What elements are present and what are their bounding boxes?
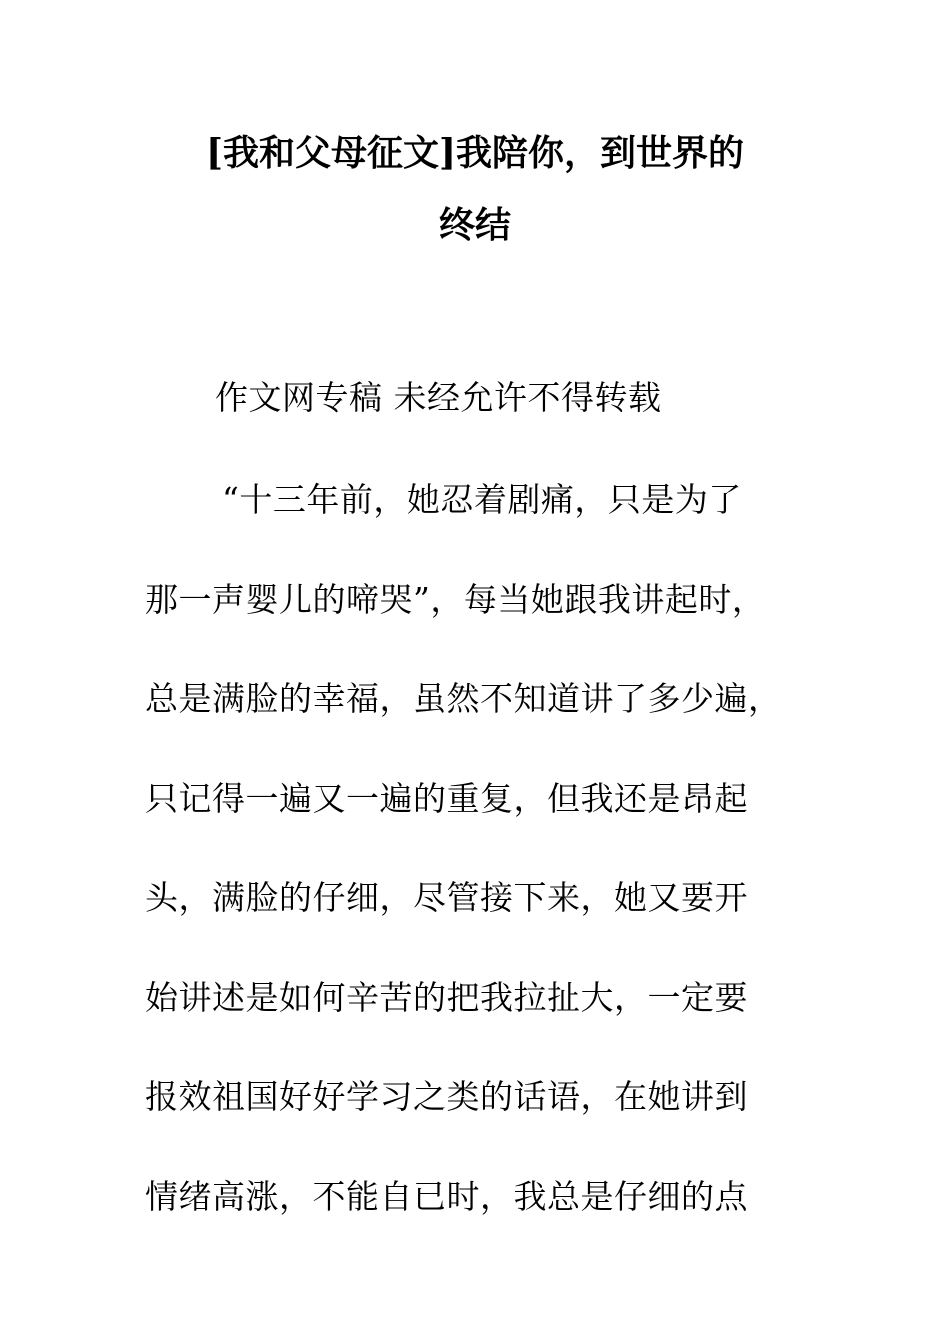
body-line: 只记得一遍又一遍的重复，但我还是昂起 (145, 779, 748, 818)
body-line: 始讲述是如何辛苦的把我拉扯大，一定要 (145, 978, 748, 1017)
body-line: 情绪高涨，不能自已时，我总是仔细的点 (145, 1177, 748, 1216)
body-line: 那一声婴儿的啼哭”，每当她跟我讲起时， (145, 580, 766, 619)
title-line-1: [我和父母征文]我陪你，到世界的 (205, 132, 745, 174)
body-line: “十三年前，她忍着剧痛，只是为了 (222, 480, 742, 519)
title-line-2: 终结 (438, 204, 511, 246)
body-line: 总是满脸的幸福，虽然不知道讲了多少遍， (145, 679, 782, 718)
byline: 作文网专稿 未经允许不得转载 (215, 378, 662, 417)
body-line: 报效祖国好好学习之类的话语，在她讲到 (145, 1077, 748, 1116)
body-line: 头，满脸的仔细，尽管接下来，她又要开 (145, 878, 748, 917)
